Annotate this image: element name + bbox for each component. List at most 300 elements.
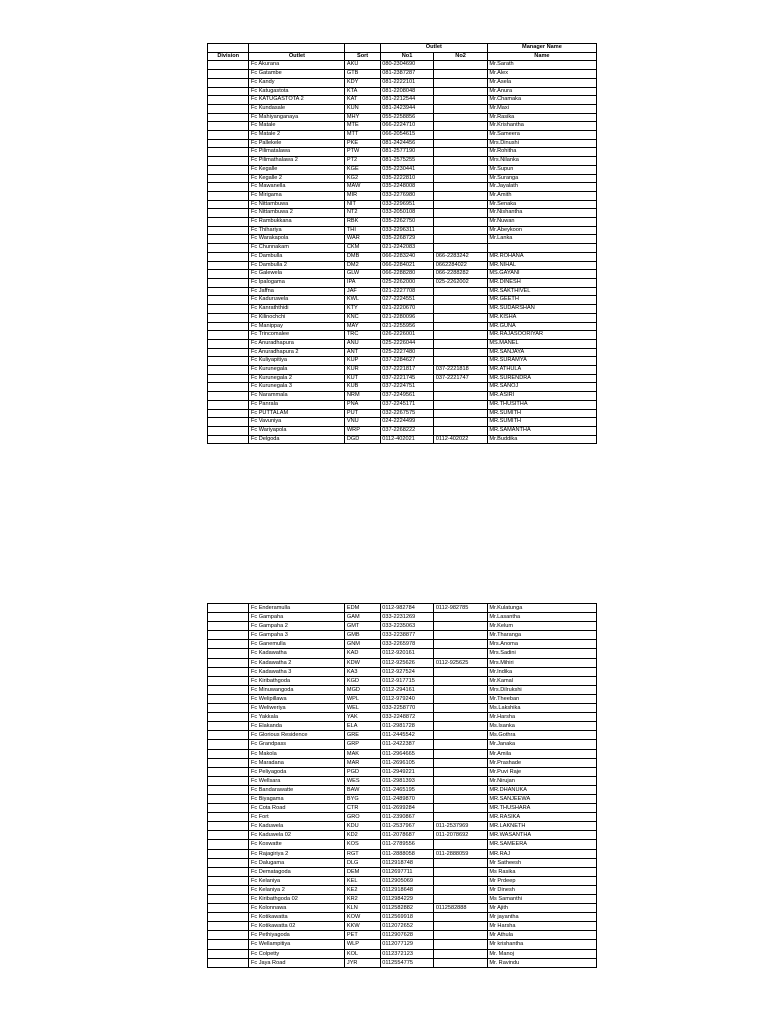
outlet-cell: Fc Thihariya (249, 226, 345, 235)
division-cell (208, 749, 249, 758)
no1-cell: 081-2222101 (380, 78, 434, 87)
outlet-cell: Fc Peliyagoda (249, 767, 345, 776)
outlet-cell: Fc Gampaha (249, 613, 345, 622)
division-cell (208, 913, 249, 922)
table-row (208, 383, 597, 392)
manager-name-cell: MR.RAJ (487, 849, 596, 858)
manager-name-cell: Mr.Kulatunga (487, 604, 596, 613)
sort-cell: PNA (345, 400, 380, 409)
no2-cell (434, 885, 488, 894)
outlet-cell: Fc Matale (249, 122, 345, 131)
table-row (208, 676, 597, 685)
manager-name-cell: Mr.Buddika (487, 435, 596, 444)
table-row (208, 722, 597, 731)
sort-cell: DGD (345, 435, 380, 444)
table-body-1 (208, 61, 597, 444)
division-header: Division (208, 52, 249, 61)
division-cell (208, 313, 249, 322)
table-row (208, 940, 597, 949)
no2-cell (434, 913, 488, 922)
table-row (208, 183, 597, 192)
outlet-cell: Fc Pethiyagoda (249, 931, 345, 940)
table-row (208, 904, 597, 913)
division-cell (208, 840, 249, 849)
sort-cell: KE2 (345, 885, 380, 894)
outlet-cell: Fc Nittambuwa (249, 200, 345, 209)
sort-cell: WES (345, 776, 380, 785)
no1-cell: 0112-920161 (380, 649, 434, 658)
no1-cell: 037-2224751 (380, 383, 434, 392)
no2-cell (434, 148, 488, 157)
no1-cell: 055-2258856 (380, 113, 434, 122)
table-row (208, 122, 597, 131)
sort-cell: KNC (345, 313, 380, 322)
table-row (208, 113, 597, 122)
no1-cell: 011-2537967 (380, 822, 434, 831)
no1-cell: 0112-917715 (380, 676, 434, 685)
table-row (208, 174, 597, 183)
division-cell (208, 822, 249, 831)
manager-name-cell: MR.SUMITH (487, 418, 596, 427)
division-cell (208, 604, 249, 613)
outlet-cell: Fc Nittambuwa 2 (249, 209, 345, 218)
sort-cell: KDY (345, 78, 380, 87)
table-row (208, 296, 597, 305)
table-row (208, 804, 597, 813)
outlet-cell: Fc Katugastota (249, 87, 345, 96)
division-cell (208, 849, 249, 858)
no1-cell: 035-2262750 (380, 218, 434, 227)
division-cell (208, 776, 249, 785)
table-row (208, 658, 597, 667)
sort-cell: KUR (345, 366, 380, 375)
no2-cell: 066-2283242 (434, 252, 488, 261)
outlet-cell: Fc Pilimathalawa 2 (249, 157, 345, 166)
no2-cell (434, 157, 488, 166)
sort-cell: BYG (345, 794, 380, 803)
blank-header (249, 44, 345, 53)
manager-name-cell: Mr.Sarath (487, 61, 596, 70)
no1-cell: 033-2050108 (380, 209, 434, 218)
division-cell (208, 235, 249, 244)
outlet-cell: Fc Mirigama (249, 191, 345, 200)
outlet-cell: Fc Bandarawatte (249, 785, 345, 794)
manager-name-cell (487, 244, 596, 253)
sort-cell: KDU (345, 822, 380, 831)
table-row (208, 704, 597, 713)
outlet-cell: Fc Delgoda (249, 435, 345, 444)
no2-cell (434, 331, 488, 340)
sort-header: Sort (345, 52, 380, 61)
division-cell (208, 183, 249, 192)
division-cell (208, 731, 249, 740)
manager-name-cell: Mr.Alex (487, 70, 596, 79)
division-cell (208, 270, 249, 279)
blank-header (208, 44, 249, 53)
no1-header: No1 (380, 52, 434, 61)
table-row (208, 305, 597, 314)
manager-name-cell: Mr.Nishantha (487, 209, 596, 218)
outlet-cell: Fc Kaduruwela (249, 296, 345, 305)
no2-cell: 037-2221818 (434, 366, 488, 375)
no2-cell (434, 305, 488, 314)
manager-name-cell: MR.SUDARSHAN (487, 305, 596, 314)
division-cell (208, 794, 249, 803)
no1-cell: 0112554775 (380, 958, 434, 967)
table-row (208, 649, 597, 658)
no1-cell: 011-2888058 (380, 849, 434, 858)
sort-cell: GRP (345, 740, 380, 749)
manager-name-cell: MR.SAMANTHA (487, 426, 596, 435)
manager-name-cell: MR.WASANTHA (487, 831, 596, 840)
no2-cell: 0112582888 (434, 904, 488, 913)
no1-cell: 0112-927524 (380, 667, 434, 676)
sort-cell: DM2 (345, 261, 380, 270)
table-row (208, 867, 597, 876)
no2-cell: 0662284022 (434, 261, 488, 270)
manager-name-cell: Mr.Rohitha (487, 148, 596, 157)
manager-name-cell: Mr.Suranga (487, 174, 596, 183)
no1-cell: 0112918748 (380, 858, 434, 867)
manager-name-cell: MR.SANOJ (487, 383, 596, 392)
table-row (208, 426, 597, 435)
sort-cell: YAK (345, 713, 380, 722)
table-row (208, 235, 597, 244)
table-row (208, 922, 597, 931)
table-row (208, 876, 597, 885)
blank-header (345, 44, 380, 53)
manager-name-cell: Mr.Amila (487, 749, 596, 758)
sort-cell: WAR (345, 235, 380, 244)
division-cell (208, 339, 249, 348)
no2-cell: 025-2262002 (434, 278, 488, 287)
table-row (208, 685, 597, 694)
outlet-cell: Fc Kiribathgoda (249, 676, 345, 685)
division-cell (208, 867, 249, 876)
manager-name-cell: Mr.Indika (487, 667, 596, 676)
outlet-cell: Fc Kelaniya 2 (249, 885, 345, 894)
no2-cell (434, 840, 488, 849)
manager-name-cell: Mr.Tharanga (487, 631, 596, 640)
sort-cell: PKE (345, 139, 380, 148)
outlet-cell: Fc Kolonnawa (249, 904, 345, 913)
division-cell (208, 226, 249, 235)
table-row (208, 148, 597, 157)
manager-name-cell: Mr.Abeykoon (487, 226, 596, 235)
no2-cell (434, 191, 488, 200)
table-row (208, 322, 597, 331)
no2-cell (434, 931, 488, 940)
outlet-table-1 (207, 43, 597, 444)
manager-name-cell: Mr Prdeep (487, 876, 596, 885)
sort-cell: ANT (345, 348, 380, 357)
manager-name-cell: Mr.Theeban (487, 694, 596, 703)
no2-cell (434, 113, 488, 122)
sort-cell: GAM (345, 613, 380, 622)
table-row (208, 200, 597, 209)
outlet-cell: Fc Trincomalee (249, 331, 345, 340)
no2-cell (434, 209, 488, 218)
outlet-cell: Fc Dambulla 2 (249, 261, 345, 270)
no2-cell (434, 776, 488, 785)
sort-cell: PUT (345, 409, 380, 418)
sort-cell: DLG (345, 858, 380, 867)
table-row (208, 409, 597, 418)
division-cell (208, 131, 249, 140)
no1-cell: 011-2981393 (380, 776, 434, 785)
manager-name-cell: Ms Samanthi (487, 895, 596, 904)
no2-cell: 037-2221747 (434, 374, 488, 383)
sort-cell: PET (345, 931, 380, 940)
table-row (208, 218, 597, 227)
table-row (208, 667, 597, 676)
sort-cell: KKW (345, 922, 380, 931)
outlet-cell: Fc Manippay (249, 322, 345, 331)
sort-cell: MTT (345, 131, 380, 140)
no1-cell: 026-2226001 (380, 331, 434, 340)
no1-cell: 0112582882 (380, 904, 434, 913)
sort-cell: KOW (345, 913, 380, 922)
manager-name-cell: Mrs.Anoma (487, 640, 596, 649)
table-row (208, 640, 597, 649)
sort-cell: GNM (345, 640, 380, 649)
division-cell (208, 157, 249, 166)
manager-name-cell: Mr jayantha (487, 913, 596, 922)
outlet-cell: Fc Kurunegala 3 (249, 383, 345, 392)
no1-cell: 0112077129 (380, 940, 434, 949)
outlet-cell: Fc Elakanda (249, 722, 345, 731)
division-cell (208, 252, 249, 261)
division-cell (208, 400, 249, 409)
no2-cell: 0112-925625 (434, 658, 488, 667)
division-cell (208, 191, 249, 200)
no2-cell (434, 418, 488, 427)
outlet-cell: Fc Yakkala (249, 713, 345, 722)
sort-cell: MGD (345, 685, 380, 694)
division-cell (208, 322, 249, 331)
table-row (208, 849, 597, 858)
column-header-row (208, 52, 597, 61)
no2-cell (434, 713, 488, 722)
no2-cell (434, 676, 488, 685)
no2-cell (434, 122, 488, 131)
no1-cell: 035-2268729 (380, 235, 434, 244)
no2-cell (434, 322, 488, 331)
no1-cell: 024-2224499 (380, 418, 434, 427)
name-header: Name (487, 52, 596, 61)
no1-cell: 0112918648 (380, 885, 434, 894)
division-cell (208, 70, 249, 79)
no1-cell: 033-2248872 (380, 713, 434, 722)
division-cell (208, 949, 249, 958)
division-cell (208, 104, 249, 113)
table-row (208, 713, 597, 722)
division-cell (208, 174, 249, 183)
sort-cell: KAD (345, 649, 380, 658)
division-cell (208, 667, 249, 676)
outlet-cell: Fc Dalugama (249, 858, 345, 867)
no2-cell (434, 131, 488, 140)
division-cell (208, 418, 249, 427)
manager-name-cell: MS.GAYANI (487, 270, 596, 279)
sort-cell: ANU (345, 339, 380, 348)
table-row (208, 776, 597, 785)
division-cell (208, 296, 249, 305)
no2-cell (434, 409, 488, 418)
table-row (208, 244, 597, 253)
outlet-cell: Fc Vavuniya (249, 418, 345, 427)
no2-cell (434, 858, 488, 867)
no1-cell: 066-2054615 (380, 131, 434, 140)
table-row (208, 435, 597, 444)
table-row (208, 831, 597, 840)
division-cell (208, 631, 249, 640)
table-row (208, 87, 597, 96)
table-row (208, 767, 597, 776)
no2-cell (434, 139, 488, 148)
sort-cell: KAT (345, 96, 380, 105)
sort-cell: MAK (345, 749, 380, 758)
no1-cell: 081-2423944 (380, 104, 434, 113)
sort-cell: RGT (345, 849, 380, 858)
manager-name-cell: MR.SANJAYA (487, 348, 596, 357)
outlet-table-2 (207, 603, 597, 968)
table-row (208, 731, 597, 740)
no1-cell: 0112372123 (380, 949, 434, 958)
outlet-cell: Fc Matale 2 (249, 131, 345, 140)
no2-cell (434, 174, 488, 183)
manager-name-cell: Mr.Sameera (487, 131, 596, 140)
manager-name-cell: Mr.Jayalath (487, 183, 596, 192)
no2-cell (434, 357, 488, 366)
table-row (208, 885, 597, 894)
outlet-cell: Fc Kadawatha (249, 649, 345, 658)
outlet-cell: Fc Enderamulla (249, 604, 345, 613)
outlet-cell: Fc Wellsara (249, 776, 345, 785)
division-cell (208, 78, 249, 87)
table-row (208, 226, 597, 235)
division-cell (208, 348, 249, 357)
table-row (208, 78, 597, 87)
no2-cell (434, 70, 488, 79)
manager-name-cell: MR.RASIKA (487, 813, 596, 822)
no1-cell: 0112-982784 (380, 604, 434, 613)
no1-cell: 066-2224710 (380, 122, 434, 131)
outlet-cell: Fc Kurunegala 2 (249, 374, 345, 383)
table-row (208, 331, 597, 340)
no1-cell: 0112-294161 (380, 685, 434, 694)
no1-cell: 035-2222810 (380, 174, 434, 183)
no2-cell (434, 694, 488, 703)
manager-name-cell: Mrs.Dilrukshi (487, 685, 596, 694)
manager-name-cell: MR.THUSITHA (487, 400, 596, 409)
table-row (208, 794, 597, 803)
no2-cell (434, 348, 488, 357)
no2-cell (434, 313, 488, 322)
sort-cell: EDM (345, 604, 380, 613)
sort-cell: MAY (345, 322, 380, 331)
table-row (208, 252, 597, 261)
manager-name-cell: MR.NIHAL (487, 261, 596, 270)
division-cell (208, 200, 249, 209)
manager-name-cell: Mrs.Dinushi (487, 139, 596, 148)
division-cell (208, 813, 249, 822)
table-row (208, 813, 597, 822)
no2-cell (434, 613, 488, 622)
no2-cell: 011-2888059 (434, 849, 488, 858)
outlet-cell: Fc Kurunegala (249, 366, 345, 375)
no2-cell (434, 749, 488, 758)
outlet-cell: Fc Gampaha 3 (249, 631, 345, 640)
no2-cell: 066-2288282 (434, 270, 488, 279)
no1-cell: 0112-925626 (380, 658, 434, 667)
division-cell (208, 409, 249, 418)
outlet-cell: Fc Jaffna (249, 287, 345, 296)
no2-cell (434, 87, 488, 96)
no2-cell (434, 296, 488, 305)
no1-cell: 081-2575255 (380, 157, 434, 166)
no1-cell: 011-2699284 (380, 804, 434, 813)
manager-name-cell: Mr.Lanka (487, 235, 596, 244)
sort-cell: GTB (345, 70, 380, 79)
division-cell (208, 96, 249, 105)
no2-cell (434, 426, 488, 435)
manager-name-cell: Mr.Nirujan (487, 776, 596, 785)
sort-cell: MTE (345, 122, 380, 131)
table-row (208, 61, 597, 70)
sort-cell: GMT (345, 622, 380, 631)
outlet-cell: Fc Makola (249, 749, 345, 758)
manager-name-cell: Mr.Kelum (487, 622, 596, 631)
manager-name-cell: Mr Dinesh (487, 885, 596, 894)
no2-cell (434, 622, 488, 631)
sort-cell: KEL (345, 876, 380, 885)
manager-name-cell: Mr. Manoj (487, 949, 596, 958)
manager-name-cell: MR.SURAMYA (487, 357, 596, 366)
no2-cell: 0112-402022 (434, 435, 488, 444)
table-row (208, 313, 597, 322)
outlet-cell: Fc Kadawatha 3 (249, 667, 345, 676)
no2-cell (434, 922, 488, 931)
no1-cell: 037-2245171 (380, 400, 434, 409)
no2-cell (434, 104, 488, 113)
no1-cell: 037-2221817 (380, 366, 434, 375)
no1-cell: 037-2221745 (380, 374, 434, 383)
manager-name-cell: Mr Satheesh (487, 858, 596, 867)
outlet-group-header: Outlet (380, 44, 487, 53)
division-cell (208, 331, 249, 340)
division-cell (208, 785, 249, 794)
sort-cell: PT2 (345, 157, 380, 166)
manager-name-cell: Mrs.Mihiri (487, 658, 596, 667)
sort-cell: VNU (345, 418, 380, 427)
division-cell (208, 374, 249, 383)
no1-cell: 0112569918 (380, 913, 434, 922)
manager-name-cell: Mr.Asela (487, 78, 596, 87)
outlet-cell: Fc Cota Road (249, 804, 345, 813)
outlet-cell: Fc Minuwangoda (249, 685, 345, 694)
no2-cell (434, 949, 488, 958)
sort-cell: KUT (345, 374, 380, 383)
manager-name-cell: Mr.Nuwan (487, 218, 596, 227)
division-cell (208, 357, 249, 366)
sort-cell: PGD (345, 767, 380, 776)
table-row (208, 165, 597, 174)
sort-cell: RBK (345, 218, 380, 227)
sort-cell: KTA (345, 87, 380, 96)
no2-cell (434, 740, 488, 749)
no1-cell: 081-2212544 (380, 96, 434, 105)
